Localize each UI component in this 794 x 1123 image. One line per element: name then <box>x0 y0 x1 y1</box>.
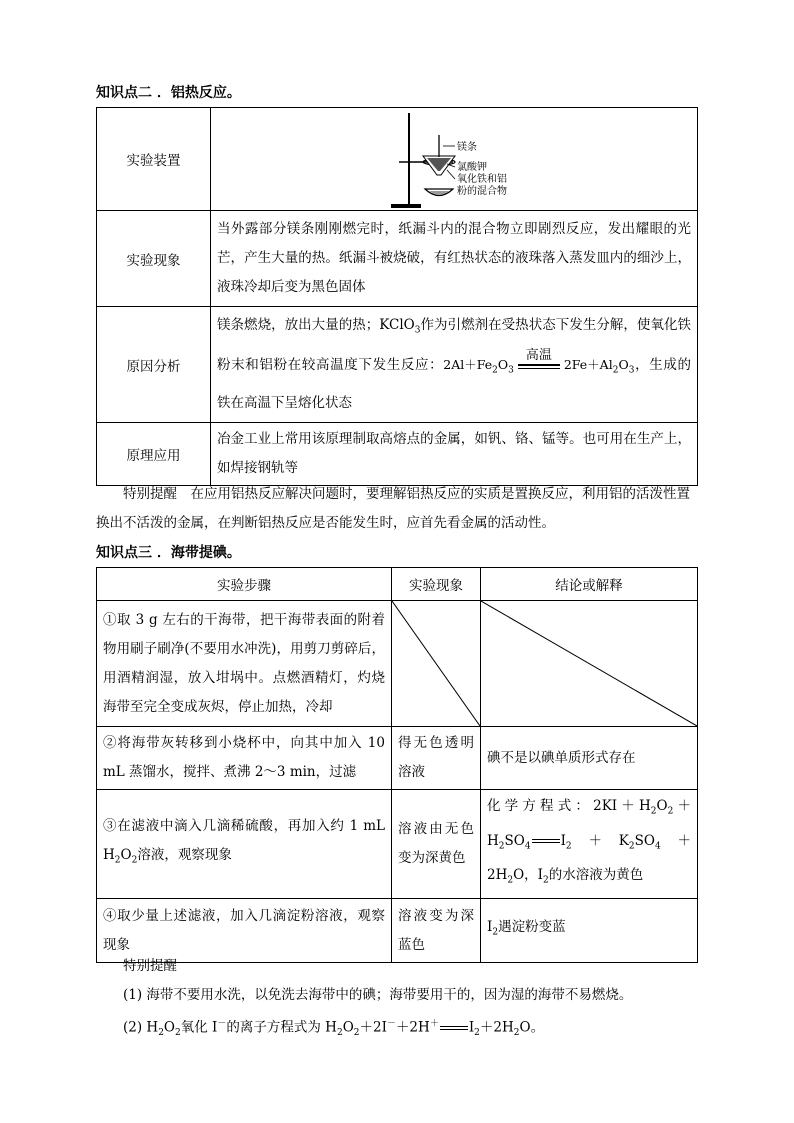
text-seg: ＋2H <box>395 1019 430 1036</box>
table-row <box>97 601 698 727</box>
phenomenon-cell: 溶液由无色变为深黄色 <box>392 790 481 899</box>
text-seg: O <box>656 798 668 814</box>
text-seg: ＋2I <box>359 1019 387 1036</box>
row-label: 原因分析 <box>97 307 211 423</box>
phenomenon-cell: 溶液变为深蓝色 <box>392 899 481 963</box>
table-row <box>97 790 698 899</box>
text-seg: 化学方程式：2KI＋H <box>487 798 651 814</box>
text-seg: 作为引燃剂在受热状态下发生分解，使氧化铁粉末和铝粉在较高温度下发生反应： <box>217 317 692 373</box>
text-seg: O，I <box>513 867 544 884</box>
text-seg: O <box>342 1019 354 1036</box>
label-mixture-1: 氧化铁和铝 <box>457 173 507 185</box>
note-item-2 <box>96 1010 698 1048</box>
thermite-equation <box>443 348 634 388</box>
subscript: 3 <box>414 325 421 336</box>
superscript: ＋ <box>429 1019 439 1029</box>
subscript: 4 <box>524 841 531 852</box>
label-kclo3: 氯酸钾 <box>457 161 487 173</box>
text-seg: SO <box>504 832 525 849</box>
subscript: 2 <box>498 841 505 852</box>
subscript: 2 <box>492 927 499 938</box>
text-seg: I <box>560 832 566 849</box>
subscript: 2 <box>131 855 138 866</box>
phenomenon-text: 当外露部分镁条刚刚燃完时，纸漏斗内的混合物立即剧烈反应，发出耀眼的光芒，产生大量的热。纸漏斗被烧破，有红热状态的液珠落入蒸发皿内的细沙上，液珠冷却后变为黑色固体 <box>211 211 698 307</box>
table-row <box>97 211 698 307</box>
reaction-condition: 高温 <box>525 348 552 364</box>
reaction-arrow <box>518 349 560 369</box>
step-cell: ④取少量上述滤液，加入几滴淀粉溶液，观察现象 <box>97 899 392 963</box>
text-seg: O <box>120 847 132 864</box>
equal-sign <box>440 1026 468 1030</box>
subscript: 3 <box>628 365 635 376</box>
label-mixture-2: 粉的混合物 <box>457 185 507 197</box>
eq-part: 2Fe＋Al <box>563 356 613 372</box>
row-label: 实验现象 <box>97 211 211 307</box>
kelp-iodine-table <box>96 567 698 963</box>
eq-part: O <box>497 356 509 372</box>
note-label: 特别提醒 <box>123 958 177 974</box>
section2-heading: 知识点二 ．铝热反应。 <box>96 85 241 101</box>
subscript: 3 <box>508 365 514 376</box>
col-header-phenomenon: 实验现象 <box>392 568 481 601</box>
text-seg: 的离子方程式为 H <box>226 1019 337 1036</box>
note2-paragraph <box>96 480 698 538</box>
subscript: 2 <box>650 806 657 817</box>
text-seg: O <box>163 1019 175 1036</box>
text-seg: ③在滤液中滴入几滴稀硫酸，再加入约 1 mL H <box>103 818 385 864</box>
text-seg: 遇淀粉变蓝 <box>498 919 566 936</box>
note-label: 特别提醒 <box>123 486 177 502</box>
subscript: 2 <box>513 1028 520 1039</box>
subscript: 2 <box>175 1028 181 1039</box>
text-seg: 溶液，观察现象 <box>137 847 232 864</box>
conclusion-cell: 碘不是以碘单质形式存在 <box>481 727 698 790</box>
subscript: 2 <box>336 1028 343 1039</box>
superscript: － <box>386 1019 396 1029</box>
step-cell <box>97 790 392 899</box>
table-row <box>97 307 698 423</box>
subscript: 2 <box>474 1028 480 1039</box>
note2-text <box>96 480 698 538</box>
col-header-conclusion: 结论或解释 <box>481 568 698 601</box>
text-seg: I <box>468 1019 475 1036</box>
subscript: 2 <box>612 365 619 376</box>
step-cell: ②将海带灰转移到小烧杯中，向其中加入 10 mL 蒸馏水，搅拌、煮沸 2～3 min，过滤 <box>97 727 392 790</box>
leader-line <box>447 170 455 179</box>
empty-diagonal-cell <box>481 601 698 727</box>
subscript: 2 <box>667 806 674 817</box>
label-magnesium: 镁条 <box>457 141 477 153</box>
diagonal-line <box>392 601 480 726</box>
table-row <box>97 727 698 790</box>
table-row <box>97 108 698 211</box>
note-text: 在应用铝热反应解决问题时，要理解铝热反应的实质是置换反应，利用铝的活泼性置换出不活泼的金属，在判断铝热反应是否能发生时，应首先看金属的活动性。 <box>96 486 690 531</box>
subscript: 2 <box>543 876 549 887</box>
text-seg: I <box>487 919 493 936</box>
note3-block <box>96 952 698 1048</box>
text-seg: SO <box>634 832 655 849</box>
text-seg: ＋K <box>571 832 629 849</box>
step-cell: ①取 3 g 左右的干海带，把干海带表面的附着物用刷子刷净(不要用水冲洗)，用剪刀剪碎后，用酒精润湿，放入坩埚中。点燃酒精灯，灼烧海带至完全变成灰烬，停止加热，冷却 <box>97 601 392 727</box>
application-text: 冶金工业上常用该原理制取高熔点的金属，如钒、铬、锰等。也可用在生产上，如焊接钢轨等 <box>211 423 698 486</box>
conclusion-cell <box>481 790 698 899</box>
subscript: 2 <box>492 365 498 376</box>
row-label: 实验装置 <box>97 108 211 211</box>
equal-sign <box>532 839 560 843</box>
eq-part: O <box>618 356 629 372</box>
phenomenon-cell: 得无色透明溶液 <box>392 727 481 790</box>
stand-base <box>391 204 421 208</box>
thermite-table <box>96 107 698 486</box>
subscript: 4 <box>654 841 661 852</box>
text-seg: ＋2H <box>479 1019 514 1036</box>
subscript: 2 <box>353 1028 360 1039</box>
text-seg: 的水溶液为黄色 <box>548 867 644 884</box>
text-seg: 氧化 I <box>180 1019 218 1036</box>
text-seg: ＋2H <box>487 832 692 884</box>
superscript: － <box>217 1019 227 1029</box>
table-row <box>97 423 698 486</box>
diagonal-line <box>481 601 697 726</box>
cause-analysis-text <box>211 307 698 423</box>
table-header-row <box>97 568 698 601</box>
col-header-step: 实验步骤 <box>97 568 392 601</box>
section3-heading: 知识点三 ．海带提碘。 <box>96 545 241 561</box>
subscript: 2 <box>114 855 121 866</box>
subscript: 2 <box>628 841 635 852</box>
empty-diagonal-cell <box>392 601 481 727</box>
subscript: 2 <box>507 876 514 887</box>
eq-part: 2Al＋Fe <box>443 356 493 372</box>
row-label: 原理应用 <box>97 423 211 486</box>
text-seg: ＋H <box>487 798 692 849</box>
subscript: 2 <box>565 841 572 852</box>
text-seg: O。 <box>519 1019 545 1036</box>
subscript: 2 <box>158 1028 164 1039</box>
text-seg: (2) H <box>123 1019 159 1036</box>
apparatus-cell <box>211 108 698 211</box>
thermite-apparatus-diagram <box>211 109 697 210</box>
text-seg: 镁条燃烧，放出大量的热；KClO <box>217 317 415 333</box>
equal-sign <box>518 364 560 369</box>
text-seg: ，生成的铁在高温下呈熔化状态 <box>217 356 692 412</box>
note-item-1: (1) 海带不要用水洗，以免洗去海带中的碘；海带要用干的，因为湿的海带不易燃烧。 <box>123 987 633 1003</box>
